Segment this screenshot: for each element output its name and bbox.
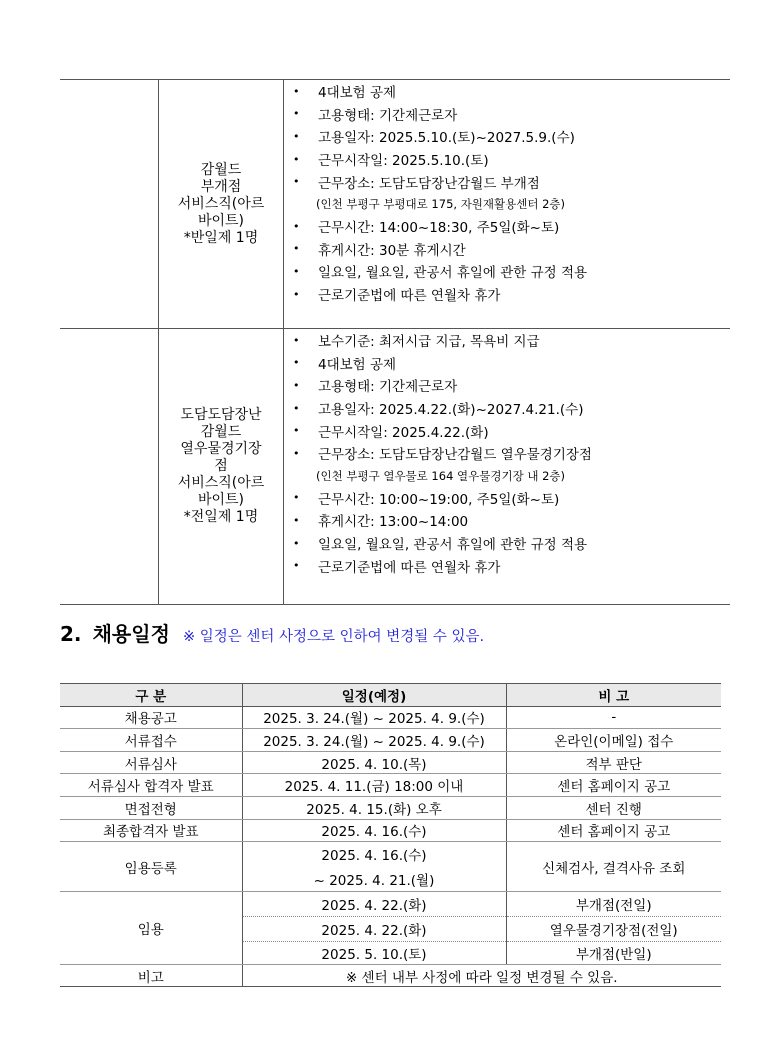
job-row-bugae	[60, 80, 730, 328]
detail-item	[291, 419, 730, 442]
header-category: 구 분	[60, 684, 242, 707]
bullet-icon: •	[293, 491, 300, 505]
cell-note: 열우물경기장점(전일)	[506, 917, 721, 942]
table-row	[60, 729, 721, 752]
cell-date: 2025. 4. 16.(수)	[242, 842, 506, 867]
cell-date: 2025. 4. 22.(화)	[242, 917, 506, 942]
detail-text: 휴게시간: 30분 휴게시간	[318, 242, 466, 259]
bullet-icon: •	[293, 219, 300, 233]
cell-date: 2025. 3. 24.(월) ~ 2025. 4. 9.(수)	[242, 729, 506, 752]
position-line: 감월드	[200, 424, 242, 440]
bullet-icon: •	[293, 424, 300, 438]
detail-item	[291, 148, 730, 171]
detail-item	[291, 442, 730, 465]
detail-item	[291, 487, 730, 510]
detail-text: 보수기준: 최저시급 지급, 목욕비 지급	[318, 334, 540, 351]
cell-category: 서류접수	[60, 729, 242, 752]
cell-category: 임용등록	[60, 842, 242, 892]
cell-note: 부개점(반일)	[506, 942, 721, 965]
detail-text: 휴게시간: 13:00~14:00	[318, 514, 469, 531]
detail-item	[291, 554, 730, 577]
bullet-icon: •	[293, 378, 300, 392]
detail-text: 근무시간: 10:00~19:00, 주5일(화~토)	[318, 491, 560, 508]
table-row	[60, 892, 721, 917]
bullet-icon: •	[293, 559, 300, 573]
cell-date: 2025. 5. 10.(토)	[242, 942, 506, 965]
cell-category: 비고	[60, 964, 242, 987]
detail-item	[291, 509, 730, 532]
bullet-icon: •	[293, 152, 300, 166]
detail-item	[291, 125, 730, 148]
position-line: 열우물경기장	[180, 441, 262, 457]
table-row	[60, 964, 721, 987]
bullet-icon: •	[293, 446, 300, 460]
position-line: *전일제 1명	[183, 509, 259, 525]
bullet-icon: •	[293, 513, 300, 527]
detail-subline	[291, 465, 730, 487]
cell-note: 센터 홈페이지 공고	[506, 774, 721, 797]
detail-text: (인천 부평구 열우물로 164 열우물경기장 내 2층)	[316, 468, 566, 483]
detail-text: 고용일자: 2025.5.10.(토)~2027.5.9.(수)	[318, 130, 575, 147]
blank-column	[60, 329, 159, 604]
position-title	[159, 407, 283, 526]
header-note: 비 고	[506, 684, 721, 707]
detail-subline	[291, 193, 730, 215]
position-line: 점	[214, 458, 228, 474]
cell-date: 2025. 4. 22.(화)	[242, 892, 506, 917]
cell-note: -	[506, 706, 721, 729]
position-line: 부개점	[200, 178, 242, 195]
detail-text: 일요일, 월요일, 관공서 휴일에 관한 규정 적용	[318, 537, 588, 554]
cell-date: 2025. 4. 16.(수)	[242, 819, 506, 842]
detail-text: 4대보험 공제	[318, 85, 397, 102]
cell-date: 2025. 3. 24.(월) ~ 2025. 4. 9.(수)	[242, 706, 506, 729]
bullet-icon: •	[293, 107, 300, 121]
table-row	[60, 842, 721, 867]
cell-note: 신체검사, 결격사유 조회	[506, 842, 721, 892]
cell-note: 센터 홈페이지 공고	[506, 819, 721, 842]
position-title	[159, 162, 283, 247]
position-line: 도담도담장난	[180, 407, 262, 423]
detail-text: 근무장소: 도담도담장난감월드 부개점	[318, 175, 540, 192]
detail-item	[291, 374, 730, 397]
cell-note: 센터 진행	[506, 796, 721, 819]
table-row	[60, 796, 721, 819]
detail-item	[291, 283, 730, 306]
table-row	[60, 706, 721, 729]
cell-date: ~ 2025. 4. 21.(월)	[242, 867, 506, 892]
detail-item	[291, 170, 730, 193]
bullet-icon: •	[293, 287, 300, 301]
blank-column	[60, 80, 159, 328]
bullet-icon: •	[293, 401, 300, 415]
cell-category: 채용공고	[60, 706, 242, 729]
cell-category: 서류심사 합격자 발표	[60, 774, 242, 797]
detail-text: 4대보험 공제	[318, 356, 397, 373]
section-number: 2.	[60, 622, 82, 646]
detail-item	[291, 260, 730, 283]
detail-item	[291, 329, 730, 352]
bullet-icon: •	[293, 333, 300, 347]
detail-text: 근무시작일: 2025.4.22.(화)	[318, 424, 489, 441]
detail-text: 근무시작일: 2025.5.10.(토)	[318, 153, 489, 170]
bullet-icon: •	[293, 175, 300, 189]
cell-date: 2025. 4. 10.(목)	[242, 751, 506, 774]
cell-category: 면접전형	[60, 796, 242, 819]
position-line: 바이트)	[197, 212, 245, 229]
section-title: 채용일정	[92, 622, 170, 646]
detail-item	[291, 397, 730, 420]
detail-item	[291, 238, 730, 261]
job-positions-table	[60, 79, 730, 605]
bullet-icon: •	[293, 264, 300, 278]
header-date: 일정(예정)	[242, 684, 506, 707]
job-details-list	[284, 329, 730, 604]
cell-category: 임용	[60, 892, 242, 965]
cell-date: 2025. 4. 11.(금) 18:00 이내	[242, 774, 506, 797]
position-line: 서비스직(아르	[177, 195, 265, 212]
bullet-icon: •	[293, 84, 300, 98]
detail-item	[291, 103, 730, 126]
detail-text: 고용일자: 2025.4.22.(화)~2027.4.21.(수)	[318, 402, 584, 419]
position-line: 바이트)	[197, 492, 245, 508]
detail-text: 근로기준법에 따른 연월차 휴가	[318, 288, 501, 305]
detail-text: 근로기준법에 따른 연월차 휴가	[318, 559, 501, 576]
detail-text: 고용형태: 기간제근로자	[318, 107, 458, 124]
job-details-list	[284, 80, 730, 328]
cell-note: 온라인(이메일) 접수	[506, 729, 721, 752]
job-row-yeolumul	[60, 328, 730, 604]
section-heading	[60, 618, 484, 647]
cell-note: 적부 판단	[506, 751, 721, 774]
cell-category: 최종합격자 발표	[60, 819, 242, 842]
position-cell	[159, 329, 284, 604]
section-note: ※ 일정은 센터 사정으로 인하여 변경될 수 있음.	[182, 629, 485, 645]
table-row	[60, 774, 721, 797]
cell-note: 부개점(전일)	[506, 892, 721, 917]
table-row	[60, 819, 721, 842]
detail-text: 고용형태: 기간제근로자	[318, 379, 458, 396]
position-line: 감월드	[200, 161, 242, 178]
bullet-icon: •	[293, 356, 300, 370]
bullet-icon: •	[293, 129, 300, 143]
cell-remark: ※ 센터 내부 사정에 따라 일정 변경될 수 있음.	[242, 964, 721, 987]
bullet-icon: •	[293, 536, 300, 550]
schedule-header-row	[60, 684, 721, 707]
bullet-icon: •	[293, 242, 300, 256]
cell-date: 2025. 4. 15.(화) 오후	[242, 796, 506, 819]
cell-category: 서류심사	[60, 751, 242, 774]
detail-item	[291, 532, 730, 555]
detail-item	[291, 80, 730, 103]
schedule-table	[60, 683, 721, 987]
detail-text: 일요일, 월요일, 관공서 휴일에 관한 규정 적용	[318, 265, 588, 282]
detail-text: (인천 부평구 부평대로 175, 자원재활용센터 2층)	[316, 196, 566, 211]
detail-text: 근무장소: 도담도담장난감월드 열우물경기장점	[318, 447, 592, 464]
position-line: *반일제 1명	[183, 229, 259, 246]
detail-item	[291, 215, 730, 238]
position-cell	[159, 80, 284, 328]
detail-item	[291, 352, 730, 375]
table-row	[60, 751, 721, 774]
position-line: 서비스직(아르	[177, 475, 265, 491]
detail-text: 근무시간: 14:00~18:30, 주5일(화~토)	[318, 220, 560, 237]
